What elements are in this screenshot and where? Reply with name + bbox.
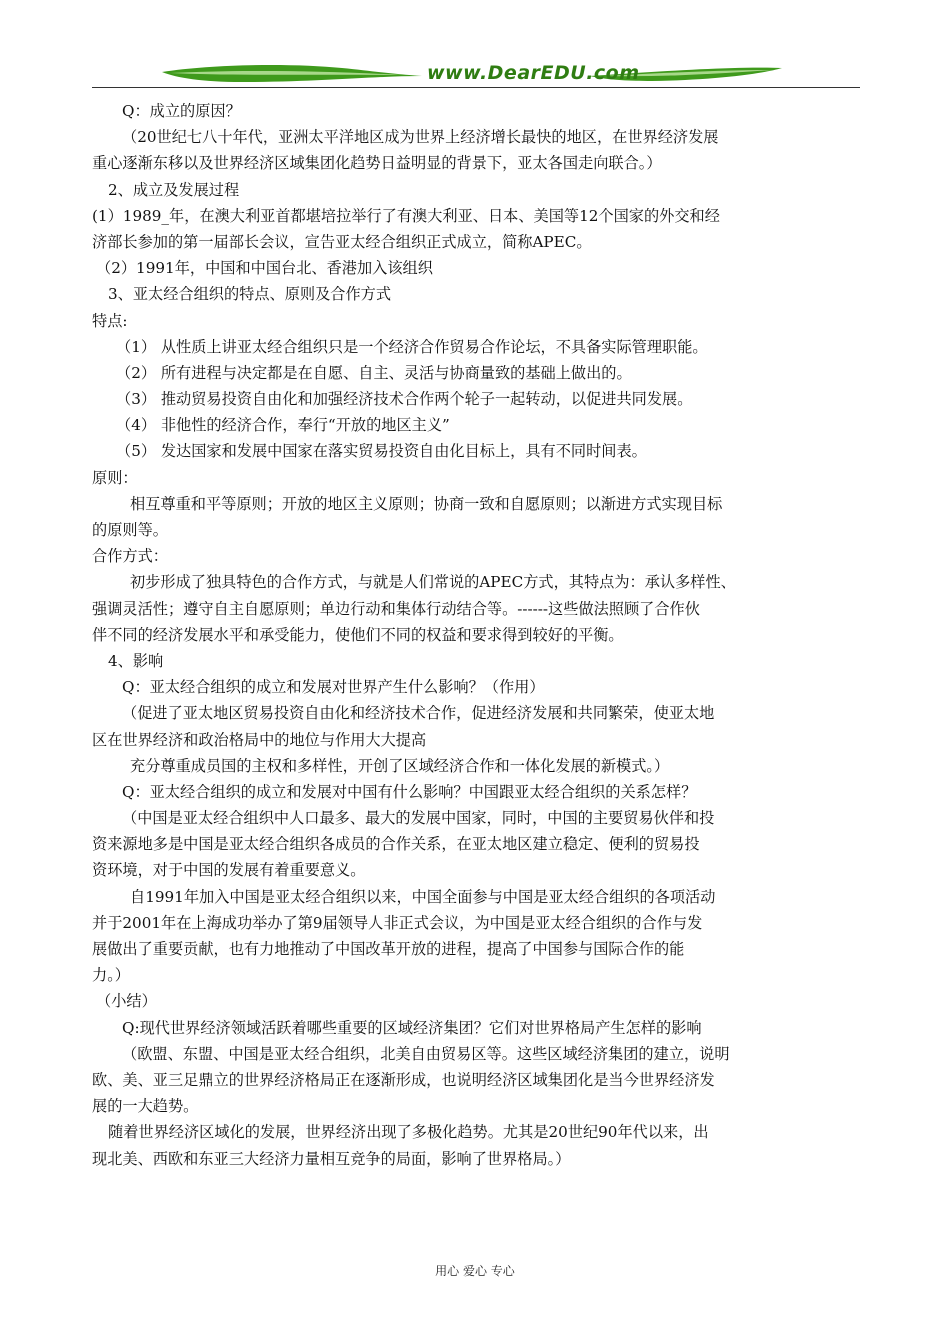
text-line: （欧盟、东盟、中国是亚太经合组织，北美自由贸易区等。这些区域经济集团的建立，说明 [122,1044,730,1063]
text-line: 力。） [92,966,130,985]
site-logo: www.DearEDU.com [427,62,640,84]
text-line: 3、亚太经合组织的特点、原则及合作方式 [108,285,392,304]
text-line: 并于2001年在上海成功举办了第9届领导人非正式会议，为中国是亚太经合组织的合作与发 [92,913,703,932]
text-line: （小结） [96,992,157,1011]
text-line: （2） 所有进程与决定都是在自愿、自主、灵活与协商量致的基础上做出的。 [116,363,632,382]
text-line: 充分尊重成员国的主权和多样性，开创了区域经济合作和一体化发展的新模式。） [130,756,670,775]
text-line: （4） 非他性的经济合作，奉行“开放的地区主义” [116,416,450,435]
text-line: Q:现代世界经济领域活跃着哪些重要的区域经济集团？它们对世界格局产生怎样的影响 [122,1018,702,1037]
text-line: （3） 推动贸易投资自由化和加强经济技术合作两个轮子一起转动，以促进共同发展。 [116,390,693,409]
text-line: 重心逐渐东移以及世界经济区域集团化趋势日益明显的背景下，亚太各国走向联合。） [92,154,662,173]
text-line: (1）1989_年，在澳大利亚首都堪培拉举行了有澳大利亚、日本、美国等12个国家的外交和经 [92,206,720,225]
text-line: 特点: [92,311,128,330]
page-header [92,58,860,90]
text-line: 欧、美、亚三足鼎立的世界经济格局正在逐渐形成，也说明经济区域集团化是当今世界经济发 [92,1070,715,1089]
text-line: （1） 从性质上讲亚太经合组织只是一个经济合作贸易合作论坛，不具备实际管理职能。 [116,337,708,356]
text-line: 济部长参加的第一届部长会议，宣告亚太经合组织正式成立，简称APEC。 [92,232,592,251]
text-line: 资环境，对于中国的发展有着重要意义。 [92,861,366,880]
text-line: （20世纪七八十年代，亚洲太平洋地区成为世界上经济增长最快的地区，在世界经济发展 [122,128,719,147]
text-line: 相互尊重和平等原则；开放的地区主义原则；协商一致和自愿原则；以渐进方式实现目标 [130,494,723,513]
text-line: （5） 发达国家和发展中国家在落实贸易投资自由化目标上，具有不同时间表。 [116,442,647,461]
document-body [92,98,862,1172]
page-footer: 用心 爱心 专心 [435,1264,515,1278]
text-line: （2）1991年，中国和中国台北、香港加入该组织 [96,259,433,278]
text-line: 原则： [92,468,138,487]
text-line: Q：亚太经合组织的成立和发展对中国有什么影响？中国跟亚太经合组织的关系怎样？ [122,782,697,801]
text-line: 展做出了重要贡献，也有力地推动了中国改革开放的进程，提高了中国参与国际合作的能 [92,940,685,958]
text-line: 现北美、西欧和东亚三大经济力量相互竞争的局面，影响了世界格局。） [92,1149,571,1168]
text-line: 合作方式： [92,547,168,566]
text-line: （促进了亚太地区贸易投资自由化和经济技术合作，促进经济发展和共同繁荣，使亚太地 [122,704,715,723]
text-line: Q：成立的原因？ [122,102,241,120]
text-line: 伴不同的经济发展水平和承受能力，使他们不同的权益和要求得到较好的平衡。 [92,625,624,644]
text-line: 展的一大趋势。 [92,1097,199,1116]
text-line: （中国是亚太经合组织中人口最多、最大的发展中国家，同时，中国的主要贸易伙伴和投 [122,809,715,828]
text-line: 的原则等。 [92,521,168,539]
header-divider [92,87,860,88]
text-line: 资来源地多是中国是亚太经合组织各成员的合作关系，在亚太地区建立稳定、便利的贸易投 [92,835,700,854]
text-line: 区在世界经济和政治格局中的地位与作用大大提高 [92,730,427,749]
text-line: 2、成立及发展过程 [108,180,240,199]
text-line: 自1991年加入中国是亚太经合组织以来，中国全面参与中国是亚太经合组织的各项活动 [130,887,716,906]
text-line: 4、影响 [108,651,164,670]
text-line: 初步形成了独具特色的合作方式，与就是人们常说的APEC方式，其特点为：承认多样性、 [130,573,736,592]
text-line: 强调灵活性；遵守自主自愿原则；单边行动和集体行动结合等。------这些做法照顾了合作伙 [92,599,700,618]
text-line: 随着世界经济区域化的发展，世界经济出现了多极化趋势。尤其是20世纪90年代以来，出 [108,1123,709,1142]
text-line: Q：亚太经合组织的成立和发展对世界产生什么影响？（作用） [122,678,545,697]
